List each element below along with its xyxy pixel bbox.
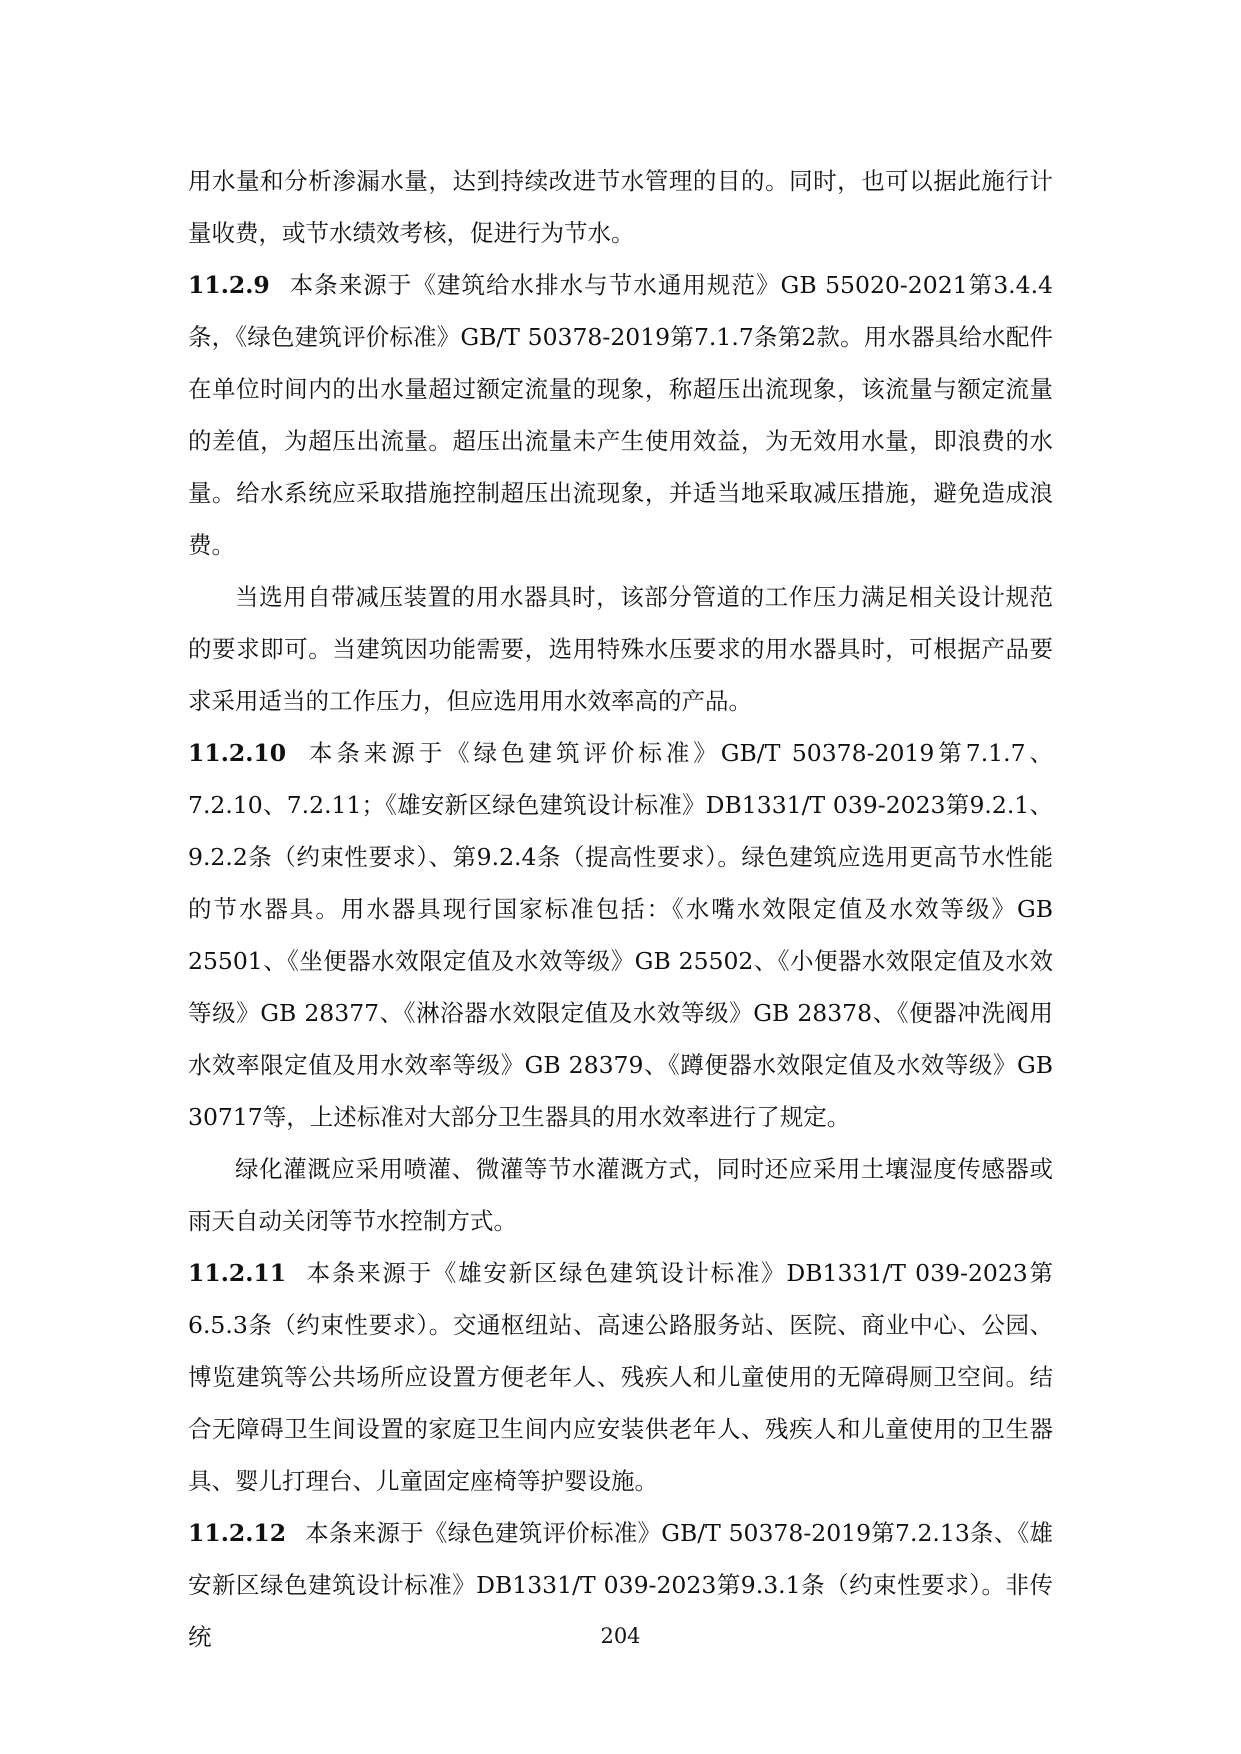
paragraph-text: 本条来源于《绿色建筑评价标准》GB/T 50378-2019第7.1.7、7.2.10、7.2.11；《雄安新区绿色建筑设计标准》DB1331/T 039-2023第9.2.1、9.2.2条（约束性要求）、第9.2.4条（提高性要求）。绿色建筑应选用更高节水性能的节水器具。用水器具现行国家标准包括：《水嘴水效限定值及水效等级》GB 25501、《坐便器水效限定值及水效等级》GB 25502、《小便器水效限定值及水效等级》GB 28377、《淋浴器水效限定值及水效等级》GB 28378、《便器冲洗阀用水效率限定值及用水效率等级》GB 28379、《蹲便器水效限定值及水效等级》GB 30717等，上述标准对大部分卫生器具的用水效率进行了规定。: [188, 739, 1053, 1131]
paragraph-text: 绿化灌溉应采用喷灌、微灌等节水灌溉方式，同时还应采用土壤湿度传感器或雨天自动关闭等节水控制方式。: [188, 1155, 1053, 1235]
clause-number: 11.2.9: [188, 271, 270, 299]
paragraph-pressure-devices: [188, 571, 1053, 727]
clause-11-2-10: [188, 727, 1053, 1143]
clause-number: 11.2.12: [188, 1519, 287, 1547]
clause-number: 11.2.10: [188, 739, 287, 767]
page-number: 204: [600, 1624, 641, 1648]
clause-number: 11.2.11: [188, 1259, 287, 1287]
clause-11-2-11: [188, 1247, 1053, 1507]
paragraph-text: 本条来源于《建筑给水排水与节水通用规范》GB 55020-2021第3.4.4条，《绿色建筑评价标准》GB/T 50378-2019第7.1.7条第2款。用水器具给水配件在单位时间内的出水量超过额定流量的现象，称超压出流现象，该流量与额定流量的差值，为超压出流量。超压出流量未产生使用效益，为无效用水量，即浪费的水量。给水系统应采取措施控制超压出流现象，并适当地采取减压措施，避免造成浪费。: [188, 271, 1053, 559]
paragraph-text: 用水量和分析渗漏水量，达到持续改进节水管理的目的。同时，也可以据此施行计量收费，或节水绩效考核，促进行为节水。: [188, 167, 1053, 247]
paragraph-continuation: [188, 155, 1053, 259]
paragraph-text: 本条来源于《雄安新区绿色建筑设计标准》DB1331/T 039-2023第6.5.3条（约束性要求）。交通枢纽站、高速公路服务站、医院、商业中心、公园、博览建筑等公共场所应设置方便老年人、残疾人和儿童使用的无障碍厕卫空间。结合无障碍卫生间设置的家庭卫生间内应安装供老年人、残疾人和儿童使用的卫生器具、婴儿打理台、儿童固定座椅等护婴设施。: [188, 1259, 1053, 1495]
clause-11-2-9: [188, 259, 1053, 571]
paragraph-text: 本条来源于《绿色建筑评价标准》GB/T 50378-2019第7.2.13条、《雄安新区绿色建筑设计标准》DB1331/T 039-2023第9.3.1条（约束性要求）。非传统: [188, 1519, 1053, 1651]
paragraph-irrigation: [188, 1143, 1053, 1247]
paragraph-text: 当选用自带减压装置的用水器具时，该部分管道的工作压力满足相关设计规范的要求即可。当建筑因功能需要，选用特殊水压要求的用水器具时，可根据产品要求采用适当的工作压力，但应选用用水效率高的产品。: [188, 583, 1053, 715]
page-body: [188, 155, 1053, 1663]
